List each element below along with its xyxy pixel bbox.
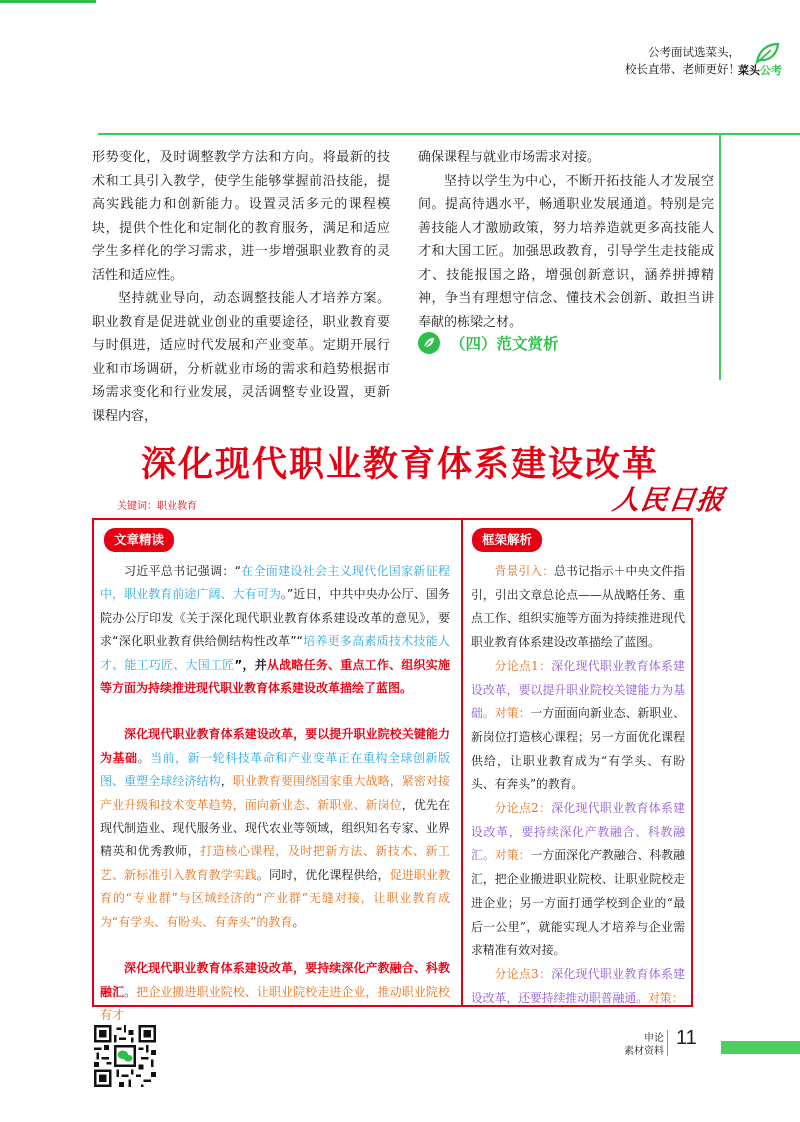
footer-label-line-1: 申论 xyxy=(644,1033,664,1044)
paragraph: 坚持以学生为中心，不断开拓技能人才发展空间。提高待遇水平，畅通职业发展通道。特别是完善技能人才激励政策，努力培养造就更多高技能人才和大国工匠。加强思政教育，引导学生走技能成才、技能报国之路，增强创新意识，涵养拼搏精神，争当有理想守信念、懂技术会创新、敢担当讲奉献的栋梁之材。 xyxy=(418,173,714,330)
text-run: 深化现代职业教育体系建设改革，还要持续推动职普融通。 xyxy=(471,966,685,1005)
paragraph xyxy=(471,797,685,963)
text-run: 分论点2： xyxy=(494,801,552,816)
text-run: 习近平总书记强调：“ xyxy=(124,564,241,578)
slogan-line-2: 校长直带、老师更好！ xyxy=(625,62,740,76)
text-run: ， xyxy=(220,774,233,789)
text-run: 背景引入： xyxy=(494,564,555,578)
page-number: 11 xyxy=(676,1027,697,1049)
text-run: 在全面建设社会主义现代化国家新征程中，职业教育前途广阔、大有可为 xyxy=(100,564,450,602)
close-reading-text xyxy=(100,560,450,1027)
text-run: 深化现代职业教育体系建设改革，要以提升职业院校关键能力为基础。 xyxy=(471,658,685,721)
brand-logo-suffix: 公考 xyxy=(760,64,782,77)
text-run: 培养更多高素质技术技能人才、能工巧匠、大国工匠 xyxy=(100,634,450,672)
frame-top-rule xyxy=(98,133,800,135)
footer-divider xyxy=(667,1030,668,1056)
brand-logo-text xyxy=(738,63,782,79)
section-heading-text: （四）范文赏析 xyxy=(450,335,559,353)
leaf-badge-icon xyxy=(418,332,440,354)
footer-label-line-2: 素材资料 xyxy=(624,1046,664,1057)
framework-text xyxy=(471,560,685,1010)
text-run: 一方面深化产教融合、科教融汇，把企业搬进职业院校、让职业院校走进企业；另一方面打通学校到企业的“最后一公里”，就能实现人才培养与企业需求精准有效对接。 xyxy=(471,848,685,958)
paragraph-gap xyxy=(100,934,450,957)
text-run: 促进职业教育的“专业群”与区域经济的“产业群”无缝对接，让职业教育成为“有学头、有盼头、有奔头”的教育 xyxy=(100,867,450,929)
text-run: 一方面面向新业态、新职业、新岗位打造核心课程；另一方面优化课程供给，让职业教育成为“有学头、有盼头、有奔头”的教育。 xyxy=(471,706,685,792)
paragraph xyxy=(471,655,685,797)
box-divider xyxy=(461,520,463,1005)
masthead-logo: 人民日报 xyxy=(610,485,727,516)
tag-close-reading: 文章精读 xyxy=(104,528,174,552)
text-run: 深化现代职业教育体系建设改革，要持续深化产教融合、科教融汇 xyxy=(100,961,450,999)
text-run: ”，并 xyxy=(234,657,267,672)
text-run: 。 xyxy=(137,750,151,765)
brand-header xyxy=(522,44,782,84)
paragraph xyxy=(100,723,450,934)
paragraph xyxy=(100,560,450,700)
article-title: 深化现代职业教育体系建设改革 xyxy=(140,444,659,485)
text-run: 总书记指示＋中央文件指引，引出文章总论点——从战略任务、重点工作、组织实施等方面为持续推进现代职业教育体系建设改革描绘了蓝图。 xyxy=(471,564,685,650)
paragraph: 形势变化，及时调整教学方法和方向。将最新的技术和工具引入教学，使学生能够掌握前沿技能，提高实践能力和创新能力。设置灵活多元的课程模块，提供个性化和定制化的教育服务，满足和适应学生多样化的学习需求，进一步增强职业教育的灵活性和适应性。 xyxy=(92,150,390,283)
slogan-line-1: 公考面试选菜头， xyxy=(648,45,740,59)
text-run: 。 xyxy=(292,914,305,929)
footer-label xyxy=(620,1032,664,1058)
text-run: 从战略任务、重点工作、组织实施等方面为持续推进现代职业教育体系建设改革描绘了蓝图。 xyxy=(100,657,450,696)
upper-left-column xyxy=(92,146,390,428)
text-run: 对策： xyxy=(494,706,531,721)
article-keywords: 关键词：职业教育 xyxy=(117,501,197,512)
brand-slogan xyxy=(625,44,740,78)
text-run: 深化现代职业教育体系建设改革，要持续深化产教融合、科教融汇。 xyxy=(471,801,685,863)
paragraph xyxy=(100,957,450,1027)
text-run: 对策： xyxy=(647,990,684,1005)
upper-right-column xyxy=(418,146,714,334)
text-run: 。同时，优化课程供给， xyxy=(256,867,390,882)
brand-logo-name: 菜头 xyxy=(738,64,760,77)
text-run: 对策： xyxy=(494,848,531,863)
paragraph xyxy=(471,560,685,655)
frame-right-rule xyxy=(719,133,721,380)
text-run: 打造核心课程，及时把新方法、新技术、新工艺、新标准引入教育教学实践 xyxy=(100,844,450,882)
text-run: 当前，新一轮科技革命和产业变革正在重构全球创新版图、重塑全球经济结构 xyxy=(100,750,450,789)
paragraph-gap xyxy=(100,700,450,723)
text-run: 。 xyxy=(124,984,137,999)
text-run: 职业教育要围绕国家重大战略，紧密对接产业升级和技术变革趋势，面向新业态、新职业、新岗位 xyxy=(100,774,450,812)
tag-framework: 框架解析 xyxy=(472,528,542,552)
paragraph: 确保课程与就业市场需求对接。 xyxy=(418,150,601,165)
text-run: 把企业搬进职业院校、让职业院校走进企业，推动职业院校有才 xyxy=(100,984,450,1022)
qr-code-icon xyxy=(94,1025,156,1087)
section-heading xyxy=(418,331,559,355)
text-run: 。”近日，中共中央办公厅、国务院办公厅印发《关于深化现代职业教育体系建设改革的意见》，要求“深化职业教育供给侧结构性改革”“ xyxy=(100,587,450,649)
analysis-box xyxy=(92,518,693,1022)
text-run: ，优先在现代制造业、现代服务业、现代农业等领域，组织知名专家、业界精英和优秀教师， xyxy=(100,797,450,859)
top-accent-rule xyxy=(0,0,96,3)
text-run: 深化现代职业教育体系建设改革，要以提升职业院校关键能力为基础 xyxy=(100,727,450,765)
paragraph: 坚持就业导向，动态调整技能人才培养方案。职业教育是促进就业创业的重要途径，职业教育要与时俱进，适应时代发展和产业变革。定期开展行业和市场调研，分析就业市场的需求和趋势根据市场需求变化和行业发展，灵活调整专业设置，更新课程内容， xyxy=(92,291,390,424)
text-run: 分论点3： xyxy=(494,966,552,981)
leaf-icon xyxy=(754,42,780,64)
footer-accent-bar xyxy=(721,1041,800,1054)
text-run: 分论点1： xyxy=(494,658,552,673)
paragraph xyxy=(471,963,685,1010)
